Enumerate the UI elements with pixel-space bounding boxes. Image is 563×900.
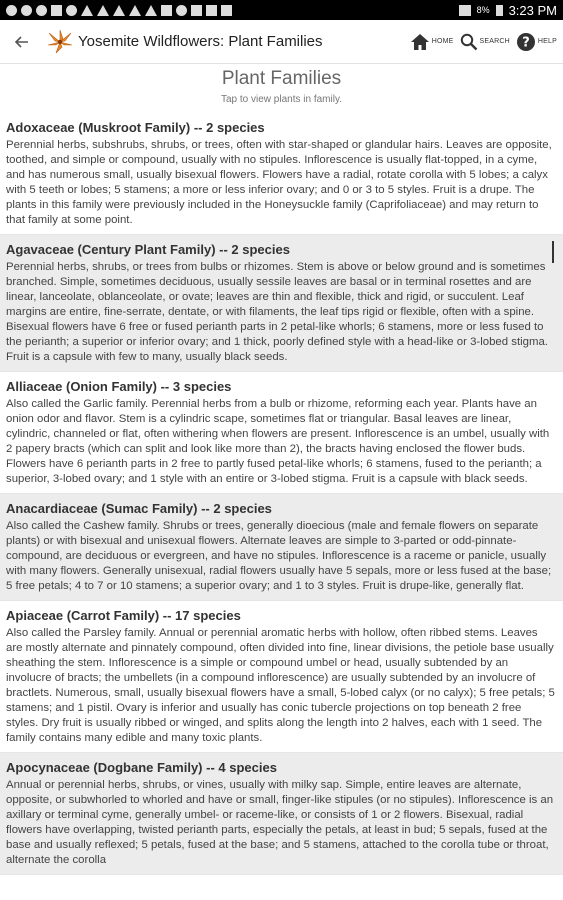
notification-icon — [51, 5, 62, 16]
help-label: HELP — [537, 38, 557, 45]
nav-actions — [410, 32, 563, 52]
notification-icon — [36, 5, 47, 16]
family-item-anacardiaceae[interactable] — [0, 494, 563, 601]
family-name: Anacardiaceae (Sumac Family) -- 2 species — [6, 501, 272, 516]
back-button[interactable] — [0, 20, 44, 64]
scrollbar[interactable] — [552, 241, 554, 263]
notification-icon — [176, 5, 187, 16]
family-description: Also called the Parsley family. Annual or perennial aromatic herbs with hollow, often ribbed stems. Leaves are mostly alternate and pinnately compound, often divided into fine, linear divisions, the petiole base usually sheathing the stem. Inflorescence is a simple or compound umbel or head, usually subtended by an involucre of bracts; the umbellets (in a compound inflorescence) are usually subtended by an involucre of bractlets. Numerous, small, usually bisexual flowers have a small, 5-lobed calyx (or no calyx); 5 free petals; 5 stamens; and 1 pistil. Ovary is inferior and usually has conic tubercle projections on top beneath 2 free styles. Dry fruit is usually ribbed or winged, and splits along the length into 2 halves, each with 1 seed. The family contains many edible and many toxic plants. — [6, 627, 555, 744]
family-name: Adoxaceae (Muskroot Family) -- 2 species — [6, 120, 265, 135]
family-item-adoxaceae[interactable] — [0, 113, 563, 235]
svg-text:?: ? — [522, 35, 530, 50]
home-label: HOME — [431, 38, 454, 45]
family-item-agavaceae[interactable] — [0, 235, 563, 372]
family-description: Perennial herbs, shrubs, or trees from bulbs or rhizomes. Stem is above or below ground and is sometimes branched. Simple, sometimes deciduous, usually sessile leaves are basal or in terminal rosettes and are linear, lanceolate, oblanceolate, or ovate; leaves are thin and flexible, thick and rigid, or succulent. Leaf margins are entire, fine-serrate, dentate, or with filaments, the leaf tips rigid or flexible, often with a spine. Bisexual flowers have 6 free or fused perianth parts in 2 petal-like whorls; 6 stamens, more or less fused to the perianth; a superior or inferior ovary; and 1 thick, poorly defined style with a head-like or 3-lobed stigma. Fruit is a capsule with few to many, usually black seeds. — [6, 261, 548, 363]
notification-icon — [191, 5, 202, 16]
page-subtitle: Tap to view plants in family. — [221, 94, 342, 105]
notification-icon — [21, 5, 32, 16]
family-item-apocynaceae[interactable] — [0, 753, 563, 875]
back-arrow-icon — [15, 35, 29, 49]
family-description: Also called the Garlic family. Perennial herbs from a bulb or rhizome, reforming each year. Plants have an onion odor and flavor. Stem is a cylindric scape, sometimes flat or triangular. Basal leaves are linear, cylindric, channeled or flat, often withering when flowers are present. Inflorescence is an umbel, usually with 2 papery bracts (which can split and look like more than 2), the bracts having enclosed the flower buds. Flowers have 6 perianth parts in 2 free to partly fused petal-like whorls; 6 stamens, fused to the perianth; a superior, 3-lobed ovary; and 1 style with an entire or 3-lobed stigma. Fruit is a capsule with black seeds. — [6, 398, 550, 485]
family-item-apiaceae[interactable] — [0, 601, 563, 753]
search-button[interactable] — [460, 33, 510, 51]
family-description: Also called the Cashew family. Shrubs or trees, generally dioecious (male and female flowers on separate plants) or with bisexual and unisexual flowers. Alternate leaves are simple to 3-parted or odd-pinnate-compound, are deciduous or evergreen, and have no stipules. Inflorescence is a raceme or panicle, usually with many flowers. Generally unisexual, radial flowers usually have 5 sepals, more or less fused at the base; 5 free petals; 4 to 7 or 10 stamens; a superior ovary; and 1 to 3 styles. Fruit is drupe-like, generally flat. — [6, 520, 552, 592]
warning-icon — [129, 5, 141, 16]
page-header — [0, 64, 563, 105]
app-bar — [0, 20, 563, 64]
notification-icon — [161, 5, 172, 16]
search-label: SEARCH — [479, 38, 510, 45]
help-icon — [516, 32, 536, 52]
family-description: Annual or perennial herbs, shrubs, or vines, usually with milky sap. Simple, entire leaves are alternate, opposite, or subwhorled to whorled and have or small, finger-like stipules (or no stipules). Inflorescence is an axillary or terminal cyme, generally umbel- or raceme-like, or consists of 1 or 2 flowers. Bisexual, radial flowers have overlapping, twisted perianth parts, especially the petals, at least in bud; 5 sepals, fused at the base and usually reflexed; 5 petals, fused at the base; and 5 stamens, attached to the corolla tube or throat, alternate the corolla — [6, 779, 554, 866]
notification-icon — [6, 5, 17, 16]
warning-icon — [145, 5, 157, 16]
search-icon — [460, 33, 478, 51]
warning-icon — [113, 5, 125, 16]
battery-icon — [496, 5, 503, 16]
battery-text: 8% — [476, 5, 490, 15]
status-time: 3:23 PM — [508, 2, 557, 18]
app-title: Yosemite Wildflowers: Plant Families — [78, 33, 323, 50]
page-title: Plant Families — [221, 68, 342, 89]
family-name: Apocynaceae (Dogbane Family) -- 4 species — [6, 760, 277, 775]
notification-icon — [206, 5, 217, 16]
app-logo-icon — [46, 28, 74, 56]
notification-icon — [66, 5, 77, 16]
notification-icon — [221, 5, 232, 16]
family-item-alliaceae[interactable] — [0, 372, 563, 494]
home-button[interactable] — [410, 33, 454, 51]
warning-icon — [81, 5, 93, 16]
family-name: Agavaceae (Century Plant Family) -- 2 species — [6, 242, 290, 257]
family-name: Alliaceae (Onion Family) -- 3 species — [6, 379, 232, 394]
warning-icon — [97, 5, 109, 16]
family-name: Apiaceae (Carrot Family) -- 17 species — [6, 608, 241, 623]
help-button[interactable] — [516, 32, 557, 52]
notification-icons — [6, 5, 232, 16]
home-icon — [410, 33, 430, 51]
status-bar — [0, 0, 563, 20]
wifi-icon — [459, 5, 471, 16]
family-list — [0, 113, 563, 875]
family-description: Perennial herbs, subshrubs, shrubs, or trees, often with star-shaped or glandular hairs. Leaves are opposite, toothed, and simple or compound, usually with no stipules. Inflorescence is usually flat-topped, in a cyme, and has numerous small, usually bisexual flowers. Flowers have a radial, rotate corolla with 5 lobes; a calyx with 5 teeth or lobes; 5 stamens; a more or less inferior ovary; and 0 or 3 to 5 styles. Fruit is a drupe. The plants in this family were previously included in the Honeysuckle family (Caprifoliaceae) and may return to that family at some point. — [6, 139, 552, 226]
